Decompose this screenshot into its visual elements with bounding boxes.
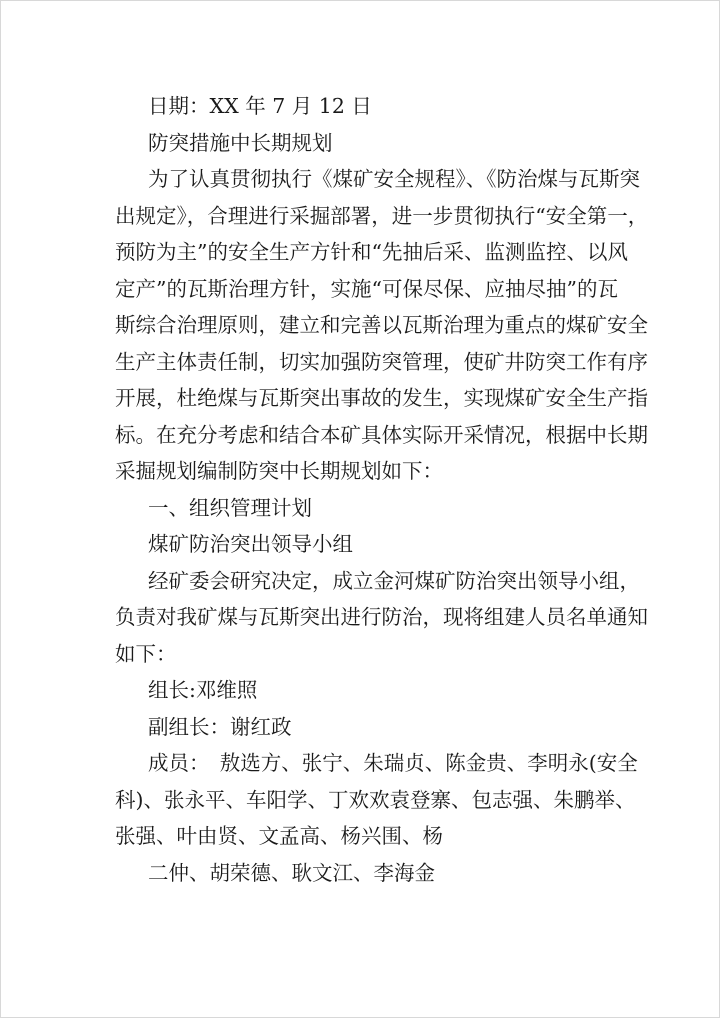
deputy-leader-line: 副组长：谢红政 xyxy=(148,714,292,739)
paragraph-line: 采掘规划编制防突中长期规划如下： xyxy=(115,459,443,483)
paragraph-line: 如下： xyxy=(115,641,177,666)
paragraph-line: 张强、叶由贤、文孟高、杨兴围、杨 xyxy=(115,824,443,848)
section-heading: 一、组织管理计划 xyxy=(148,495,312,520)
paragraph-line: 预防为主”的安全生产方针和“先抽后采、监测监控、以风 xyxy=(115,240,628,264)
document-body xyxy=(115,88,649,891)
paragraph-line: 标。在充分考虑和结合本矿具体实际开采情况，根据中长期 xyxy=(115,422,648,447)
paragraph-line: 经矿委会研究决定，成立金河煤矿防治突出领导小组， xyxy=(148,568,640,593)
paragraph-line: 科)、张永平、车阳学、丁欢欢袁登寨、包志强、朱鹏举、 xyxy=(115,787,636,812)
date-line: 日期：XX 年 7 月 12 日 xyxy=(148,94,372,118)
members-paragraph xyxy=(115,745,638,855)
decision-paragraph xyxy=(115,563,648,673)
document-title: 防突措施中长期规划 xyxy=(148,130,333,155)
paragraph-line: 开展，杜绝煤与瓦斯突出事故的发生，实现煤矿安全生产指 xyxy=(115,386,648,410)
members-continuation-line: 二仲、胡荣德、耿文江、李海金 xyxy=(148,860,435,885)
subsection-heading: 煤矿防治突出领导小组 xyxy=(148,532,353,556)
paragraph-line: 为了认真贯彻执行《煤矿安全规程》、《防治煤与瓦斯突 xyxy=(148,167,640,191)
paragraph-line: 出规定》，合理进行采掘部署，进一步贯彻执行“安全第一， xyxy=(115,203,649,228)
paragraph-line: 成员： 敖选方、张宁、朱瑞贞、陈金贵、李明永(安全 xyxy=(148,751,638,775)
paragraph-line: 生产主体责任制，切实加强防突管理，使矿井防突工作有序 xyxy=(115,349,648,374)
intro-paragraph xyxy=(115,161,649,490)
paragraph-line: 定产”的瓦斯治理方针，实施“可保尽保、应抽尽抽”的瓦 xyxy=(115,276,618,301)
paragraph-line: 斯综合治理原则，建立和完善以瓦斯治理为重点的煤矿安全 xyxy=(115,313,648,337)
paragraph-line: 负责对我矿煤与瓦斯突出进行防治，现将组建人员名单通知 xyxy=(115,605,648,629)
leader-line: 组长:邓维照 xyxy=(148,678,258,702)
